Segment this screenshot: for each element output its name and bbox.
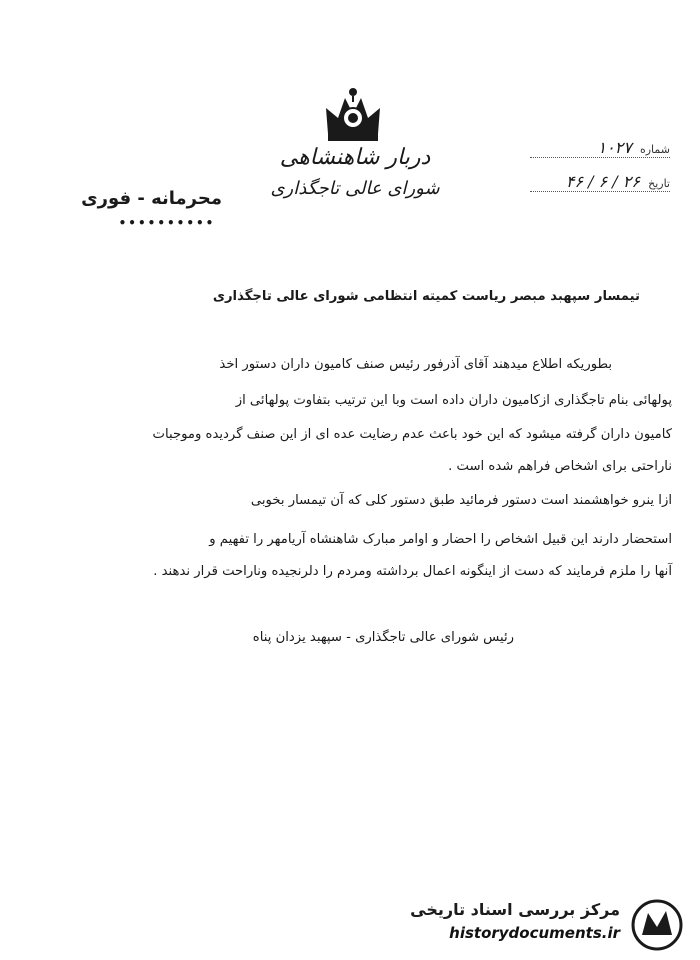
royal-crown-icon xyxy=(318,84,388,146)
reference-number xyxy=(530,138,670,158)
letter-line: پولهائی بنام تاجگذاری ازکامیون داران داده است وبا این ترتیب بتفاوت پولهائی از xyxy=(235,393,672,408)
letter-line: استحضار دارند این قبیل اشخاص را احضار و اوامر مبارک شاهنشاه آریامهر را تفهیم و xyxy=(209,532,672,547)
watermark-url: historydocuments.ir xyxy=(449,924,620,942)
watermark-title: مرکز بررسی اسناد تاریخی xyxy=(410,900,620,919)
letter-line: کامیون داران گرفته میشود که این خود باعث عدم رضایت عده ای از این صنف گردیده وموجبات xyxy=(152,427,672,442)
signature-line: رئیس شورای عالی تاجگذاری - سپهبد یزدان پناه xyxy=(252,630,514,645)
archive-logo-icon xyxy=(628,897,686,953)
letter-line: بطوریکه اطلاع میدهند آقای آذرفور رئیس صنف کامیون داران دستور اخذ xyxy=(219,357,612,372)
letter-line: آنها را ملزم فرمایند که دست از اینگونه اعمال برداشته ومردم را دلرنجیده وناراحت قرار ندهند . xyxy=(153,564,672,579)
date-value: ۲۶ / ۶ / ۴۶ xyxy=(565,172,640,191)
letter-address: تیمسار سپهبد مبصر ریاست کمیته انتظامی شورای عالی تاجگذاری xyxy=(212,289,640,304)
letter-line: ازا ینرو خواهشمند است دستور فرمائید طبق دستور کلی که آن تیمسار بخوبی xyxy=(250,493,672,508)
classification-stamp: محرمانه - فوری xyxy=(81,188,222,209)
letter-line: ناراحتی برای اشخاص فراهم شده است . xyxy=(448,459,672,474)
date-label: تاریخ xyxy=(648,177,670,190)
classification-underline: •••••••••• xyxy=(118,216,216,230)
court-title: دربار شاهنشاهی xyxy=(279,145,431,170)
reference-date xyxy=(530,172,670,192)
number-value: ۱۰۲۷ xyxy=(597,138,632,157)
number-label: شماره xyxy=(639,143,670,156)
council-title: شورای عالی تاجگذاری xyxy=(270,178,440,199)
